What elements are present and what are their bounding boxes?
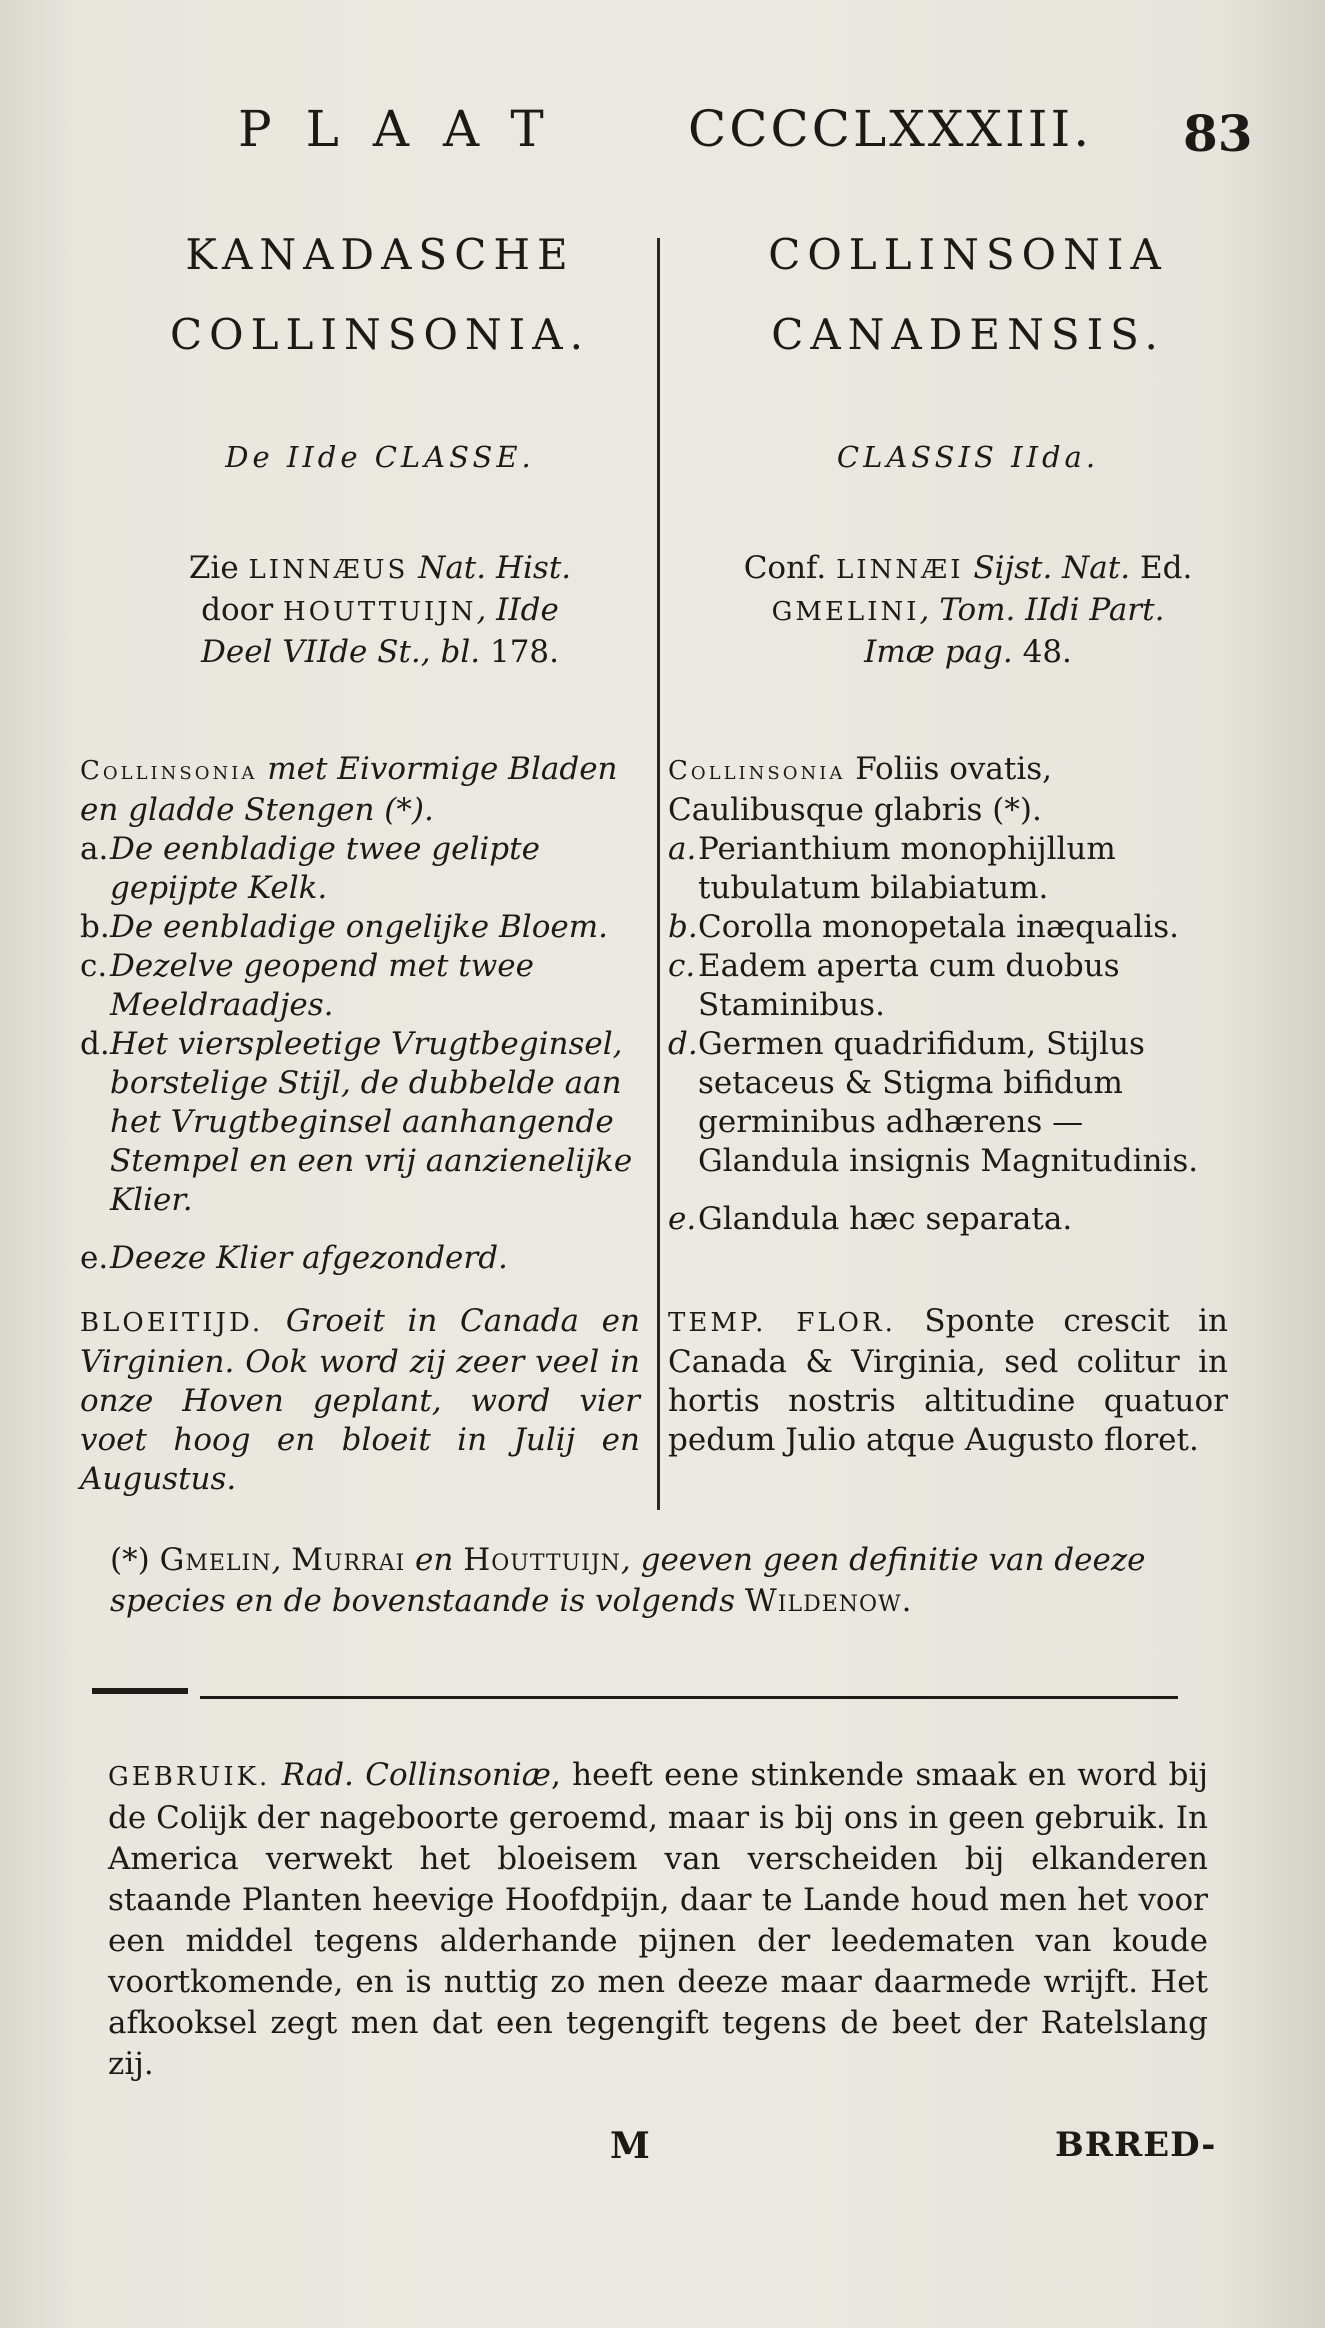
list-item: [80, 908, 640, 947]
item-label: c.: [80, 948, 108, 984]
lead-text: met Eivormige Bladen en gladde Stengen (*).: [80, 751, 618, 828]
item-text: De eenbladige ongelijke Bloem.: [110, 909, 608, 945]
column-divider: [657, 238, 660, 1510]
list-item: [80, 1239, 640, 1278]
item-text: Corolla monopetala inæqualis.: [698, 909, 1179, 945]
item-text: Glandula hæc separata.: [698, 1201, 1073, 1237]
dutch-classis: De IIde CLASSE.: [225, 440, 535, 474]
signature-mark: M: [610, 2125, 650, 2167]
ref-part: Deel VIIde St., bl.: [201, 634, 481, 670]
list-item: [80, 1025, 640, 1220]
usage-text: , heeft eene stinkende smaak en word bij de Colijk der nageboorte geroemd, maar is bij ons in geen gebruik. In America verwekt het bloeisem van verscheiden bij elkanderen staande Planten heevige Hoofdpijn, daar te Lande houd men het voor een middel tegens alderhande pijnen der leedematen van koude voortkomende, en is nuttig zo men deeze maar daarmede wrijft. Het afkooksel zegt men dat een tegengift tegens de beet der Ratelslang zij.: [108, 1757, 1208, 2082]
plate-label: PLAAT: [238, 100, 578, 158]
footnote-name: Gmelin: [159, 1542, 272, 1578]
item-label: e.: [80, 1240, 109, 1276]
ref-word: Zie: [188, 550, 239, 586]
usage-paragraph: [108, 1755, 1208, 2085]
ref-part: Imæ pag.: [864, 634, 1013, 670]
latin-description-lead: [668, 750, 1228, 830]
ref-title: Nat. Hist.: [418, 550, 572, 586]
dutch-reference: [80, 548, 680, 672]
footnote-name: Houttuijn: [463, 1542, 621, 1578]
list-item: [668, 830, 1228, 908]
latin-reference: [668, 548, 1268, 672]
footnote-conj: en: [415, 1542, 454, 1578]
list-item: [80, 947, 640, 1025]
item-text: Perianthium monophijllum tubulatum bilabiatum.: [698, 831, 1116, 906]
list-item: [668, 1200, 1228, 1239]
ref-page: 48.: [1022, 634, 1072, 670]
item-text: Dezelve geopend met twee Meeldraadjes.: [110, 948, 534, 1023]
item-label: e.: [668, 1201, 697, 1237]
dutch-description-lead: [80, 750, 640, 830]
item-text: Deeze Klier afgezonderd.: [110, 1240, 508, 1276]
ref-editor: GMELINI: [771, 597, 920, 627]
dutch-description: [80, 750, 640, 1278]
flowering-label: TEMP. FLOR.: [668, 1308, 896, 1338]
ref-volume: , IIde: [476, 592, 559, 628]
section-rule-short: [92, 1688, 188, 1694]
footnote-mark: (*): [110, 1542, 150, 1578]
ref-translator: HOUTTUIJN: [283, 597, 477, 627]
genus-name: Collinsonia: [80, 756, 258, 786]
item-label: a.: [668, 831, 697, 867]
latin-classis: CLASSIS IIda.: [836, 440, 1100, 474]
ref-edition: Ed.: [1139, 550, 1193, 586]
item-label: b.: [80, 909, 110, 945]
item-label: d.: [668, 1026, 698, 1062]
latin-flowering: [668, 1302, 1228, 1460]
footnote-name: Wildenow.: [744, 1583, 913, 1619]
list-item: [668, 947, 1228, 1025]
list-item: [80, 830, 640, 908]
item-label: d.: [80, 1026, 110, 1062]
ref-author: LINNÆI: [836, 555, 964, 585]
footnote-text: , geeven geen definitie van deeze species en de bovenstaande is volgends: [110, 1542, 1146, 1619]
item-text: Eadem aperta cum duobus Staminibus.: [698, 948, 1120, 1023]
usage-label: GEBRUIK.: [108, 1762, 271, 1792]
lead-text: Foliis ovatis, Caulibusque glabris (*).: [668, 751, 1053, 828]
list-item: [668, 908, 1228, 947]
ref-author: LINNÆUS: [248, 555, 409, 585]
item-label: b.: [668, 909, 698, 945]
dutch-flowering: [80, 1302, 640, 1499]
dutch-title-line2: COLLINSONIA.: [170, 310, 590, 359]
genus-name: Collinsonia: [668, 756, 846, 786]
page-header: [0, 100, 1325, 170]
flowering-label: BLOEITIJD.: [80, 1308, 264, 1338]
flowering-text: Sponte crescit in Canada & Virginia, sed colitur in hortis nostris altitudine quatuor pedum Julio atque Augusto floret.: [668, 1303, 1228, 1458]
ref-volume: , Tom. IIdi Part.: [919, 592, 1165, 628]
usage-latin: Rad. Collinsoniæ: [281, 1757, 551, 1793]
flowering-text: Groeit in Canada en Virginien. Ook word zij zeer veel in onze Hoven geplant, word vier voet hoog en bloeit in Julij en Augustus.: [80, 1303, 640, 1497]
item-label: a.: [80, 831, 109, 867]
item-label: c.: [668, 948, 696, 984]
page-number: 83: [1183, 104, 1253, 163]
dutch-title-line1: KANADASCHE: [185, 230, 575, 279]
item-text: Het vierspleetige Vrugtbeginsel, borstelige Stijl, de dubbelde aan het Vrugtbeginsel aanhangende Stempel en een vrij aanzienelijke Klier.: [110, 1026, 633, 1218]
ref-word: Conf.: [743, 550, 827, 586]
ref-word: door: [201, 592, 274, 628]
latin-description: [668, 750, 1228, 1239]
list-item: [668, 1025, 1228, 1181]
plate-number: CCCCLXXXIII.: [688, 100, 1093, 158]
ref-title: Sijst. Nat.: [973, 550, 1131, 586]
footnote: (*) Gmelin, Murrai en Houttuijn, geeven geen definitie van deeze species en de bovenstaande is volgends Wildenow.: [110, 1542, 1146, 1619]
ref-page: 178.: [489, 634, 559, 670]
latin-title-line2: CANADENSIS.: [771, 310, 1165, 359]
item-text: De eenbladige twee gelipte gepijpte Kelk.: [110, 831, 540, 906]
catchword: BRRED-: [1055, 2125, 1217, 2165]
footnote-name: Murrai: [291, 1542, 406, 1578]
latin-title-line1: COLLINSONIA: [768, 230, 1168, 279]
section-rule-long: [200, 1696, 1178, 1699]
item-text: Germen quadrifidum, Stijlus setaceus & Stigma bifidum germinibus adhærens — Glandula insignis Magnitudinis.: [698, 1026, 1199, 1179]
